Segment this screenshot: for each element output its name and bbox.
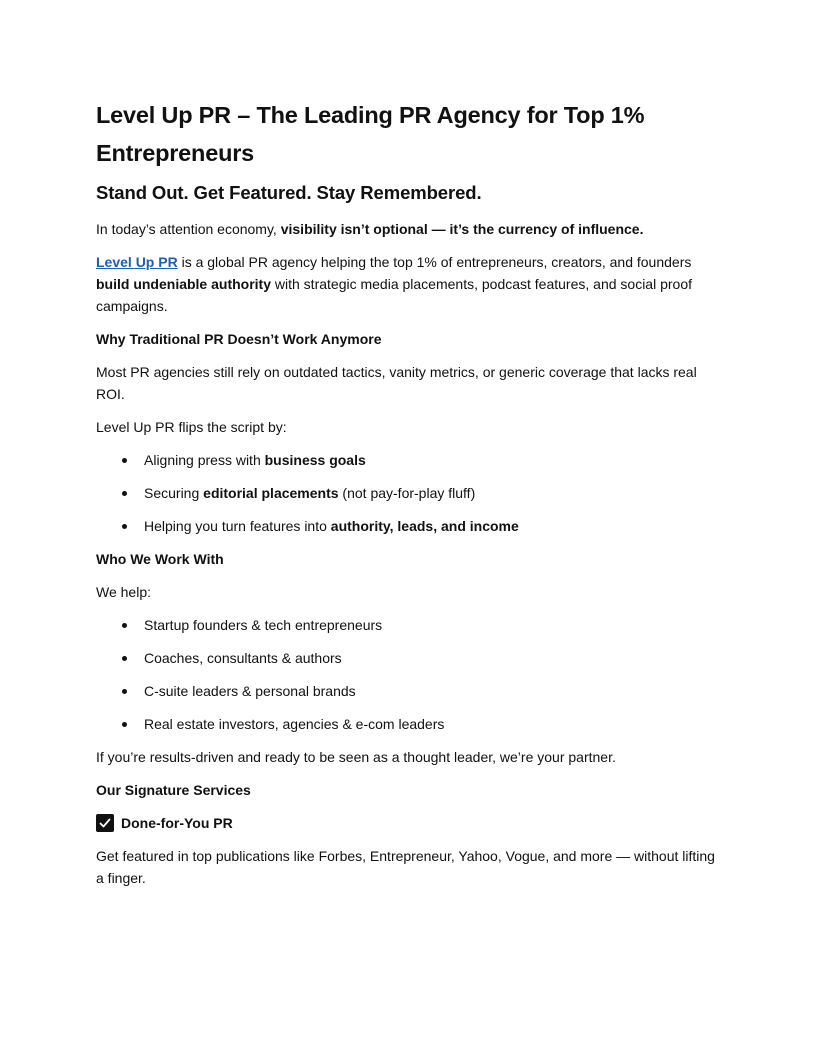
list-item [96,515,726,537]
service-title: Done-for-You PR [121,815,233,831]
check-box-icon [96,814,114,832]
document-page [96,96,726,900]
list-item [96,614,726,636]
list-item-text: C-suite leaders & personal brands [144,683,356,699]
level-up-pr-link[interactable]: Level Up PR [96,254,178,270]
list-item-text: Real estate investors, agencies & e-com leaders [144,716,445,732]
page-subtitle: Stand Out. Get Featured. Stay Remembered. [96,182,482,203]
bullet-icon [122,458,127,463]
who-closing: If you’re results-driven and ready to be seen as a thought leader, we’re your partner. [96,749,616,765]
who-heading: Who We Work With [96,551,224,567]
bullet-icon [122,656,127,661]
list-item [96,647,726,669]
list-item-bold: business goals [264,452,366,468]
list-item-bold: editorial placements [203,485,339,501]
list-item-text: Helping you turn features into [144,518,331,534]
page-title: Level Up PR – The Leading PR Agency for Top 1% Entrepreneurs [96,102,645,166]
list-item-text: Securing [144,485,204,501]
list-item [96,449,726,471]
bullet-icon [122,491,127,496]
bullet-icon [122,524,127,529]
why-lead: Level Up PR flips the script by: [96,419,287,435]
why-body: Most PR agencies still rely on outdated tactics, vanity metrics, or generic coverage that lacks real ROI. [96,364,697,402]
about-text-2: with strategic media placements, podcast features, and social proof campaigns. [96,276,692,314]
intro-text: In today’s attention economy, [96,221,281,237]
about-bold: build undeniable authority [96,276,271,292]
services-heading: Our Signature Services [96,782,251,798]
service-body: Get featured in top publications like Forbes, Entrepreneur, Yahoo, Vogue, and more — without lifting a finger. [96,848,715,886]
list-item-text: Aligning press with [144,452,265,468]
about-paragraph [96,251,726,317]
list-item-text: Coaches, consultants & authors [144,650,342,666]
who-bullet-list [96,614,726,735]
why-heading: Why Traditional PR Doesn’t Work Anymore [96,331,382,347]
bullet-icon [122,623,127,628]
list-item [96,680,726,702]
bullet-icon [122,722,127,727]
list-item-suffix: (not pay-for-play fluff) [338,485,476,501]
list-item [96,713,726,735]
intro-paragraph [96,218,726,240]
about-text-1: is a global PR agency helping the top 1% of entrepreneurs, creators, and founders [177,254,692,270]
list-item-text: Startup founders & tech entrepreneurs [144,617,383,633]
bullet-icon [122,689,127,694]
list-item-bold: authority, leads, and income [330,518,519,534]
why-bullet-list [96,449,726,537]
who-lead: We help: [96,584,151,600]
service-title-row [96,812,726,834]
list-item [96,482,726,504]
intro-bold: visibility isn’t optional — it’s the currency of influence. [280,221,644,237]
